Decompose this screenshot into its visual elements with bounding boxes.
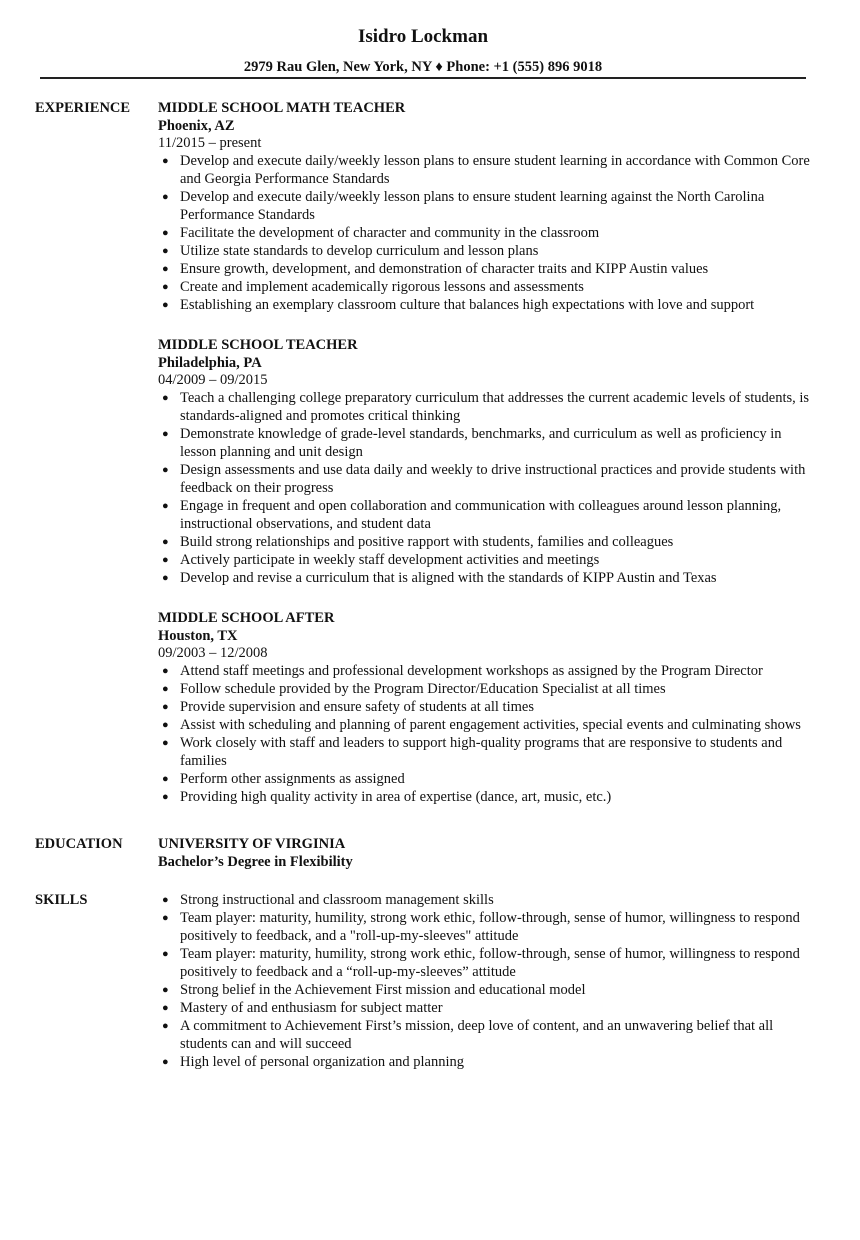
job-duty-item [158,389,815,425]
job-duty-item [158,770,815,788]
skill-item [158,891,815,909]
bullet-icon: ● [162,1020,169,1032]
candidate-name: Isidro Lockman [357,26,489,47]
skill-item [158,1053,815,1071]
bullet-icon: ● [162,912,169,924]
job-duty-text: Develop and execute daily/weekly lesson plans to ensure student learning against the North Carolina Performance Standards [180,189,765,223]
job-duty-item [158,152,815,188]
job-dates: 11/2015 – present [158,135,262,151]
bullet-icon: ● [162,572,169,584]
bullet-icon: ● [162,791,169,803]
job-duties-list [158,389,815,587]
job-duty-item [158,533,815,551]
education-body [158,835,815,871]
job-duty-item [158,569,815,587]
header-divider [40,77,806,79]
bullet-icon: ● [162,948,169,960]
bullet-icon: ● [162,263,169,275]
job-duty-text: Build strong relationships and positive rapport with students, families and colleagues [180,534,674,550]
job-entry [158,99,815,314]
bullet-icon: ● [162,155,169,167]
job-dates: 04/2009 – 09/2015 [158,372,268,388]
job-duty-text: Teach a challenging college preparatory curriculum that addresses the current academic levels of students, is standards-aligned and promotes critical thinking [180,390,810,424]
job-entry [158,609,815,806]
education-school: UNIVERSITY OF VIRGINIA [158,836,346,852]
skill-text: Mastery of and enthusiasm for subject matter [180,1000,443,1016]
job-duty-text: Work closely with staff and leaders to support high-quality programs that are responsive to students and families [180,735,783,769]
skill-text: Strong belief in the Achievement First mission and educational model [180,982,586,998]
bullet-icon: ● [162,554,169,566]
skill-text: Team player: maturity, humility, strong work ethic, follow-through, sense of humor, willingness to respond positively to feedback, and a "roll-up-my-sleeves" attitude [180,910,800,944]
job-duty-text: Provide supervision and ensure safety of students at all times [180,699,534,715]
job-duty-item [158,224,815,242]
job-duty-text: Utilize state standards to develop curriculum and lesson plans [180,243,539,259]
job-entry [158,336,815,587]
job-duty-text: Establishing an exemplary classroom culture that balances high expectations with love and support [180,297,755,313]
job-duties-list [158,662,815,806]
bullet-icon: ● [162,392,169,404]
bullet-icon: ● [162,1056,169,1068]
bullet-icon: ● [162,464,169,476]
experience-heading: EXPERIENCE [35,100,131,116]
job-duty-item [158,461,815,497]
job-duty-text: Attend staff meetings and professional development workshops as assigned by the Program Director [180,663,763,679]
bullet-icon: ● [162,665,169,677]
education-degree: Bachelor’s Degree in Flexibility [158,854,353,870]
job-duty-text: Create and implement academically rigorous lessons and assessments [180,279,584,295]
skill-text: High level of personal organization and planning [180,1054,465,1070]
bullet-icon: ● [162,719,169,731]
bullet-icon: ● [162,500,169,512]
skill-item [158,945,815,981]
job-duty-text: Develop and execute daily/weekly lesson plans to ensure student learning in accordance with Common Core and Georgia Performance Standards [180,153,810,187]
job-title: MIDDLE SCHOOL TEACHER [158,337,358,353]
job-duty-item [158,425,815,461]
bullet-icon: ● [162,428,169,440]
bullet-icon: ● [162,773,169,785]
job-duty-item [158,788,815,806]
skills-list [158,891,815,1071]
skill-text: Strong instructional and classroom management skills [180,892,494,908]
skills-heading: SKILLS [35,892,88,908]
bullet-icon: ● [162,281,169,293]
bullet-icon: ● [162,737,169,749]
job-duty-item [158,680,815,698]
job-duty-item [158,242,815,260]
skill-text: A commitment to Achievement First’s mission, deep love of content, and an unwavering belief that all students can and will succeed [180,1018,774,1052]
job-duty-item [158,296,815,314]
job-duty-item [158,278,815,296]
job-duty-text: Follow schedule provided by the Program Director/Education Specialist at all times [180,681,666,697]
job-duty-text: Ensure growth, development, and demonstration of character traits and KIPP Austin values [180,261,709,277]
skill-text: Team player: maturity, humility, strong work ethic, follow-through, sense of humor, willingness to respond positively to feedback and a “roll-up-my-sleeves” attitude [180,946,800,980]
job-duty-text: Engage in frequent and open collaboration and communication with colleagues around lesson planning, instructional observations, and student data [180,498,782,532]
experience-list [158,99,815,806]
job-duty-item [158,734,815,770]
job-duty-item [158,551,815,569]
job-duty-item [158,260,815,278]
bullet-icon: ● [162,191,169,203]
job-duties-list [158,152,815,314]
job-duty-item [158,698,815,716]
contact-line: 2979 Rau Glen, New York, NY ♦ Phone: +1 (555) 896 9018 [243,59,603,75]
skill-item [158,1017,815,1053]
bullet-icon: ● [162,536,169,548]
skill-item [158,999,815,1017]
bullet-icon: ● [162,701,169,713]
job-duty-text: Assist with scheduling and planning of parent engagement activities, special events and culminating shows [180,717,801,733]
job-location: Philadelphia, PA [158,355,262,371]
bullet-icon: ● [162,227,169,239]
job-duty-text: Develop and revise a curriculum that is aligned with the standards of KIPP Austin and Texas [180,570,717,586]
bullet-icon: ● [162,245,169,257]
skills-body [158,891,815,1071]
job-title: MIDDLE SCHOOL MATH TEACHER [158,100,406,116]
bullet-icon: ● [162,683,169,695]
job-duty-item [158,497,815,533]
job-duty-text: Actively participate in weekly staff development activities and meetings [180,552,600,568]
job-location: Phoenix, AZ [158,118,235,134]
job-dates: 09/2003 – 12/2008 [158,645,268,661]
job-duty-text: Facilitate the development of character and community in the classroom [180,225,600,241]
job-duty-item [158,662,815,680]
job-duty-text: Providing high quality activity in area of expertise (dance, art, music, etc.) [180,789,612,805]
education-heading: EDUCATION [35,836,123,852]
skill-item [158,981,815,999]
job-title: MIDDLE SCHOOL AFTER [158,610,335,626]
bullet-icon: ● [162,894,169,906]
job-duty-text: Perform other assignments as assigned [180,771,405,787]
job-duty-item [158,716,815,734]
job-duty-text: Demonstrate knowledge of grade-level standards, benchmarks, and curriculum as well as proficiency in lesson planning and unit design [180,426,782,460]
skill-item [158,909,815,945]
job-location: Houston, TX [158,628,238,644]
bullet-icon: ● [162,299,169,311]
job-duty-text: Design assessments and use data daily and weekly to drive instructional practices and provide students with feedback on their progress [180,462,806,496]
bullet-icon: ● [162,1002,169,1014]
job-duty-item [158,188,815,224]
bullet-icon: ● [162,984,169,996]
